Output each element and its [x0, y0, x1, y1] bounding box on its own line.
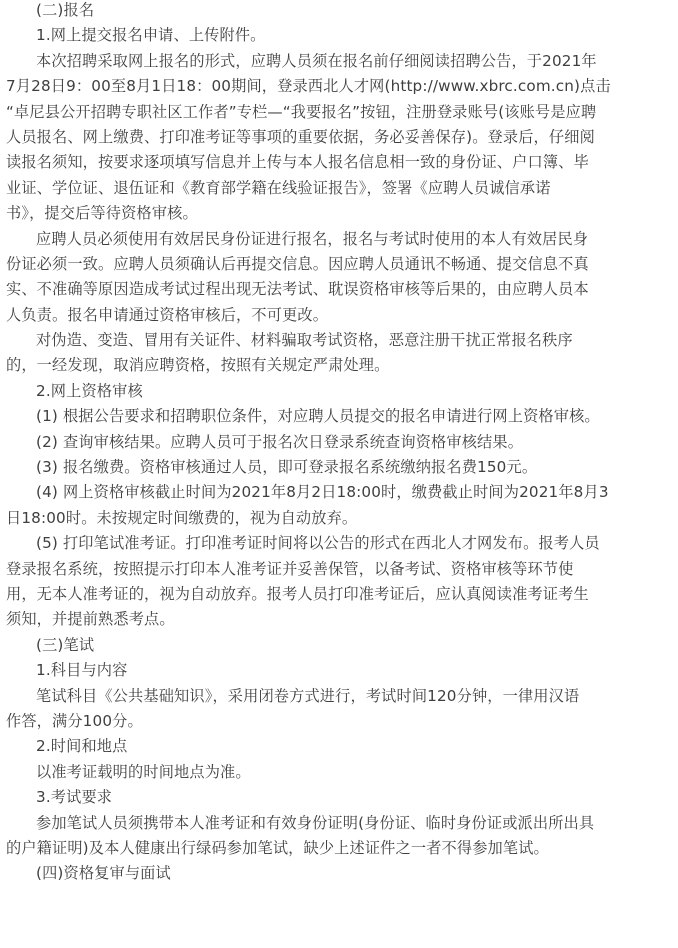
- text-line: 人员报名、网上缴费、打印准考证等事项的重要依据，务必妥善保存)。登录后，仔细阅: [6, 127, 595, 146]
- text-line: (三)笔试: [36, 635, 95, 654]
- text-line: (二)报名: [36, 1, 95, 19]
- text-line: (2) 查询审核结果。应聘人员可于报名次日登录系统查询资格审核结果。: [36, 432, 524, 451]
- text-line: 人负责。报名申请通过资格审核后，不可更改。: [6, 305, 329, 324]
- text-line: (5) 打印笔试准考证。打印准考证时间将以公告的形式在西北人才网发布。报考人员: [36, 534, 600, 553]
- text-line: 作答，满分100分。: [6, 711, 143, 730]
- text-line: 应聘人员必须使用有效居民身份证进行报名，报名与考试时使用的本人有效居民身: [36, 229, 589, 248]
- text-line: 用，无本人准考证的，视为自动放弃。报考人员打印准考证后，应认真阅读准考证考生: [6, 584, 589, 603]
- text-line: 的，一经发现，取消应聘资格，按照有关规定严肃处理。: [6, 356, 390, 375]
- text-line: 日18:00时。未按规定时间缴费的，视为自动放弃。: [6, 508, 358, 527]
- text-line: “卓尼县公开招聘专职社区工作者”专栏—“我要报名”按钮，注册登录账号(该账号是应聘: [6, 102, 597, 121]
- text-line: 的户籍证明)及本人健康出行绿码参加笔试，缺少上述证件之一者不得参加笔试。: [6, 838, 549, 857]
- text-line: 业证、学位证、退伍证和《教育部学籍在线验证报告》，签署《应聘人员诚信承诺: [6, 178, 551, 197]
- text-line: (四)资格复审与面试: [36, 864, 171, 883]
- text-line: 本次招聘采取网上报名的形式，应聘人员须在报名前仔细阅读招聘公告，于2021年: [36, 51, 597, 70]
- text-line: 1.网上提交报名申请、上传附件。: [36, 26, 266, 45]
- text-line: 书》，提交后等待资格审核。: [6, 204, 198, 223]
- text-line: 笔试科目《公共基础知识》，采用闭卷方式进行，考试时间120分钟，一律用汉语: [36, 686, 580, 705]
- text-line: 3.考试要求: [36, 788, 113, 807]
- text-line: 读报名须知，按要求逐项填写信息并上传与本人报名信息相一致的身份证、户口簿、毕: [6, 153, 589, 172]
- text-line: 2.时间和地点: [36, 737, 128, 756]
- text-line: (3) 报名缴费。资格审核通过人员，即可登录报名系统缴纳报名费150元。: [36, 458, 538, 477]
- text-line: (4) 网上资格审核截止时间为2021年8月2日18:00时，缴费截止时间为2021年8月3: [36, 483, 609, 502]
- text-line: 实、不准确等原因造成考试过程出现无法考试、耽误资格审核等后果的，由应聘人员本: [6, 280, 589, 299]
- text-line: (1) 根据公告要求和招聘职位条件，对应聘人员提交的报名申请进行网上资格审核。: [36, 407, 600, 426]
- text-line: 对伪造、变造、冒用有关证件、材料骗取考试资格，恶意注册干扰正常报名秩序: [36, 331, 573, 350]
- text-line: 登录报名系统，按照提示打印本人准考证并妥善保管，以备考试、资格审核等环节使: [6, 559, 574, 578]
- text-line: 须知，并提前熟悉考点。: [6, 610, 175, 629]
- text-line: 份证必须一致。应聘人员须确认后再提交信息。因应聘人员通讯不畅通、提交信息不真: [6, 254, 589, 273]
- text-line: 2.网上资格审核: [36, 381, 143, 400]
- text-line: 以准考证载明的时间地点为准。: [36, 762, 251, 781]
- text-line: 参加笔试人员须携带本人准考证和有效身份证明(身份证、临时身份证或派出所出具: [36, 813, 595, 832]
- text-line: 1.科目与内容: [36, 661, 128, 680]
- text-line: 7月28日9：00至8月1日18：00期间，登录西北人才网(http://www.xbrc.com.cn)点击: [6, 77, 611, 96]
